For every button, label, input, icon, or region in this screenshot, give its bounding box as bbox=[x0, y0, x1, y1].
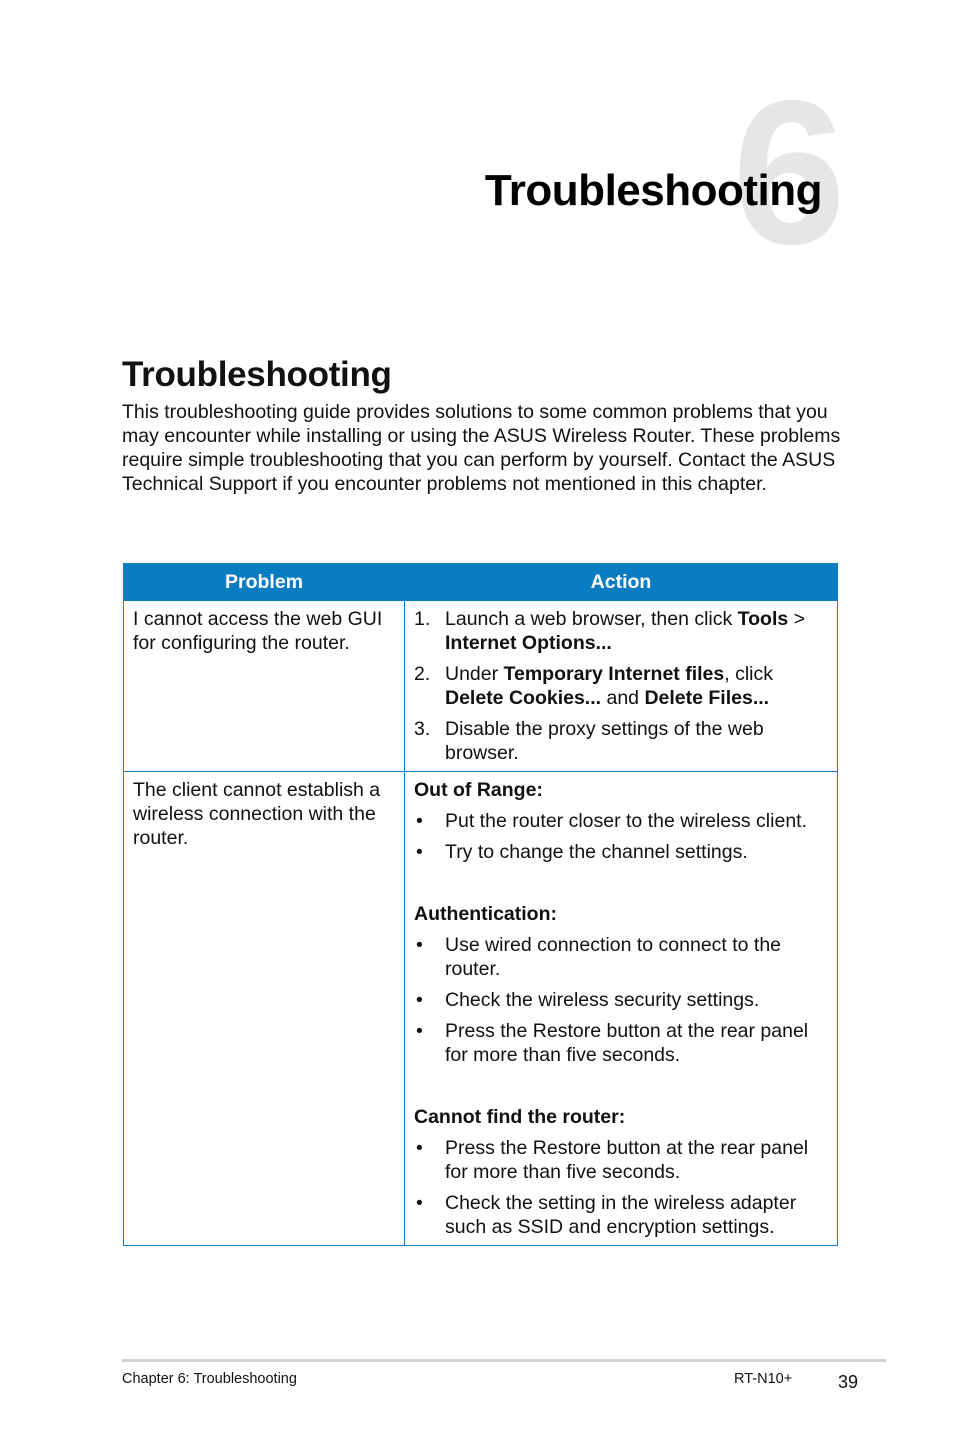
action-step bbox=[414, 607, 828, 655]
intro-paragraph: This troubleshooting guide provides solutions to some common problems that you may encounter while installing or using the ASUS Wireless Router. These problems require simple troubleshooting that you can perform by yourself. Contact the ASUS Technical Support if you encounter problems not mentioned in this chapter. bbox=[122, 401, 841, 495]
bullet: • bbox=[416, 989, 423, 1011]
table-header-row bbox=[124, 564, 838, 601]
bullet: • bbox=[416, 841, 423, 863]
bullet-text: Press the Restore button at the rear panel for more than five seconds. bbox=[445, 1137, 809, 1183]
group-heading: Authentication: bbox=[414, 903, 557, 925]
footer-divider bbox=[122, 1359, 886, 1362]
bullet-item bbox=[414, 1191, 828, 1239]
footer-model: RT-N10+ bbox=[734, 1371, 793, 1387]
action-cell bbox=[405, 772, 838, 1246]
bullet: • bbox=[416, 1020, 423, 1042]
step-text: Launch a web browser, then click Tools > Internet Options... bbox=[445, 608, 806, 654]
chapter-title: Troubleshooting bbox=[484, 166, 822, 215]
footer-chapter-label: Chapter 6: Troubleshooting bbox=[122, 1371, 297, 1387]
table-row bbox=[124, 772, 838, 1246]
step-number: 2. bbox=[414, 663, 431, 685]
header-problem: Problem bbox=[124, 564, 405, 601]
section-title: Troubleshooting bbox=[122, 355, 392, 394]
bullet-text: Use wired connection to connect to the router. bbox=[445, 934, 782, 980]
bullet: • bbox=[416, 934, 423, 956]
bullet: • bbox=[416, 1192, 423, 1214]
bullet-text: Press the Restore button at the rear panel for more than five seconds. bbox=[445, 1020, 809, 1066]
bullet-item bbox=[414, 809, 828, 833]
troubleshooting-table bbox=[123, 563, 838, 1246]
step-number: 1. bbox=[414, 608, 431, 630]
action-step bbox=[414, 662, 828, 710]
group-heading: Cannot find the router: bbox=[414, 1106, 626, 1128]
bullet: • bbox=[416, 1137, 423, 1159]
table-row bbox=[124, 601, 838, 772]
bullet-text: Check the wireless security settings. bbox=[445, 989, 760, 1011]
bullet-item bbox=[414, 1136, 828, 1184]
page-number: 39 bbox=[838, 1372, 859, 1392]
problem-cell: I cannot access the web GUI for configuring the router. bbox=[124, 601, 405, 772]
group-heading: Out of Range: bbox=[414, 779, 543, 801]
step-text: Under Temporary Internet files, click Delete Cookies... and Delete Files... bbox=[445, 663, 773, 709]
step-number: 3. bbox=[414, 718, 431, 740]
header-action: Action bbox=[405, 564, 838, 601]
chapter-number: 6 bbox=[732, 58, 847, 287]
bullet-text: Put the router closer to the wireless client. bbox=[445, 810, 807, 832]
bullet-text: Try to change the channel settings. bbox=[445, 841, 748, 863]
bullet: • bbox=[416, 810, 423, 832]
step-text: Disable the proxy settings of the web browser. bbox=[445, 718, 764, 764]
action-step bbox=[414, 717, 828, 765]
bullet-item bbox=[414, 933, 828, 981]
action-cell bbox=[405, 601, 838, 772]
bullet-text: Check the setting in the wireless adapter such as SSID and encryption settings. bbox=[445, 1192, 797, 1238]
bullet-item bbox=[414, 988, 828, 1012]
bullet-item bbox=[414, 1019, 828, 1067]
bullet-item bbox=[414, 840, 828, 864]
problem-cell: The client cannot establish a wireless connection with the router. bbox=[124, 772, 405, 1246]
